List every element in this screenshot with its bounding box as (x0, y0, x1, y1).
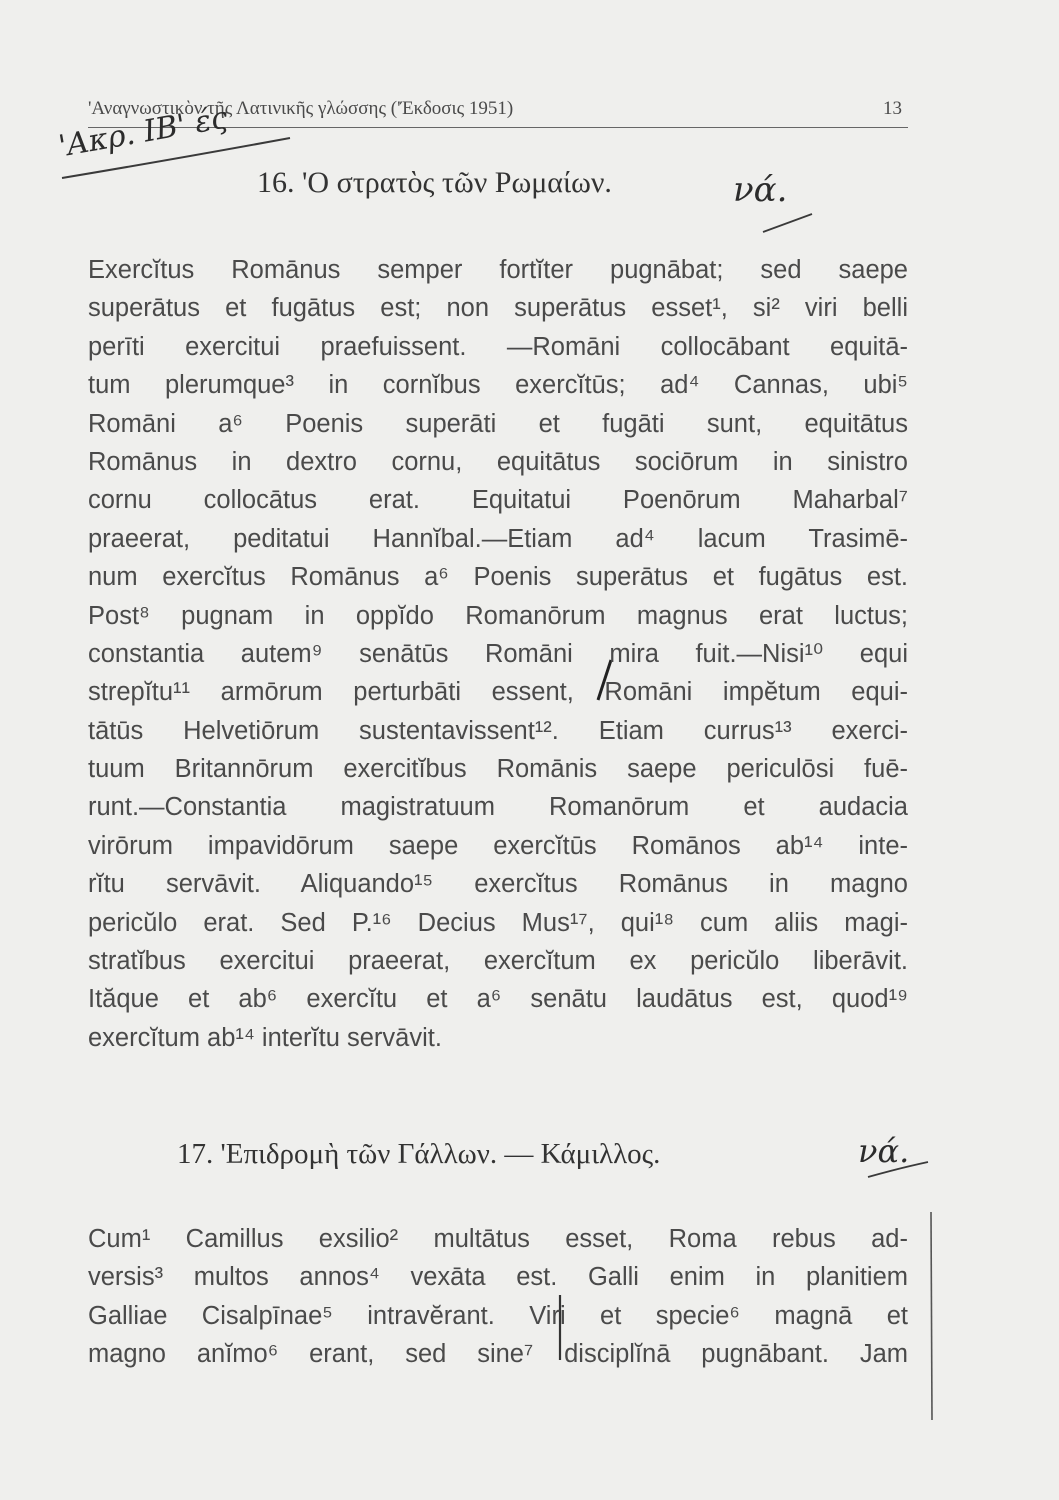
text-line: tum plerumque³ in cornĭbus exercĭtūs; ad⁴ Cannas, ubi⁵ (88, 371, 908, 400)
text-line: strepĭtu¹¹ armōrum perturbāti essent, Romāni impĕtum equi- (88, 678, 908, 707)
mark-underline-stroke-2 (868, 1162, 928, 1177)
book-title: 'Αναγνωστικὸν τῆς Λατινικῆς γλώσσης ('Έκδοσις 1951) (88, 98, 514, 119)
section-17-title: 17. 'Επιδρομὴ τῶν Γάλλων. — Κάμιλλος. (177, 1138, 661, 1170)
note-underline-stroke (62, 138, 290, 178)
text-line: superātus et fugātus est; non superātus esset¹, si² viri belli (88, 294, 908, 323)
section-16-title: 16. 'Ο στρατὸς τῶν Ρωμαίων. (257, 166, 612, 199)
text-line: praeerat, peditatui Hannĭbal.—Etiam ad⁴ lacum Trasimē- (88, 524, 908, 553)
section-16-text (88, 251, 908, 1057)
text-line: magno anĭmo⁶ erant, sed sine⁷ disciplĭnā pugnābant. Jam (88, 1340, 908, 1369)
handwritten-mark-section17: νά. (858, 1132, 910, 1170)
text-line: Post⁸ pugnam in oppĭdo Romanōrum magnus erat luctus; (88, 601, 908, 630)
text-line: virōrum impavidōrum saepe exercĭtūs Romānos ab¹⁴ inte- (88, 831, 908, 860)
text-line: exercĭtum ab¹⁴ interĭtu servāvit. (88, 1023, 442, 1052)
text-line: Cum¹ Camillus exsilio² multātus esset, Roma rebus ad- (88, 1225, 908, 1253)
handwritten-mark-top: νά. (733, 170, 788, 210)
text-line: Exercĭtus Romānus semper fortĭter pugnābat; sed saepe (88, 256, 908, 284)
text-line: num exercĭtus Romānus a⁶ Poenis superātus et fugātus est. (88, 563, 908, 592)
text-line: tuum Britannōrum exercitĭbus Romānis saepe periculōsi fuē- (88, 755, 908, 784)
text-line: versis³ multos annos⁴ vexāta est. Galli enim in planitiem (88, 1263, 908, 1292)
text-line: runt.—Constantia magistratuum Romanōrum et audacia (88, 793, 908, 822)
text-line: perīti exercitui praefuissent. —Romāni collocābant equitā- (88, 332, 908, 361)
margin-line-mark (931, 1212, 932, 1420)
text-line: Ităque et ab⁶ exercĭtu et a⁶ senātu laudātus est, quod¹⁹ (88, 985, 908, 1014)
text-line: Romānus in dextro cornu, equitātus sociōrum in sinistro (88, 447, 908, 476)
text-line: Galliae Cisalpīnae⁵ intravĕrant. Viri et specie⁶ magnā et (88, 1301, 908, 1330)
section-17-text (88, 1220, 908, 1374)
text-line: tātūs Helvetiōrum sustentavissent¹². Etiam currus¹³ exerci- (88, 716, 908, 745)
handwritten-note-top-left: 'Ακρ. ΙΒ' ές (56, 100, 231, 165)
text-line: Romāni a⁶ Poenis superāti et fugāti sunt, equitātus (88, 409, 908, 438)
page-number: 13 (883, 98, 902, 119)
text-line: stratĭbus exercitui praeerat, exercĭtum ex pericŭlo liberāvit. (88, 947, 908, 976)
text-line: constantia autem⁹ senātūs Romāni mira fuit.—Nisi¹⁰ equi (88, 639, 908, 668)
text-line: rĭtu servāvit. Aliquando¹⁵ exercĭtus Romānus in magno (88, 870, 908, 899)
text-line: pericŭlo erat. Sed P.¹⁶ Decius Mus¹⁷, qui¹⁸ cum aliis magi- (88, 908, 908, 937)
text-line: cornu collocātus erat. Equitatui Poenōrum Maharbal⁷ (88, 486, 908, 515)
mark-underline-stroke (763, 214, 812, 232)
